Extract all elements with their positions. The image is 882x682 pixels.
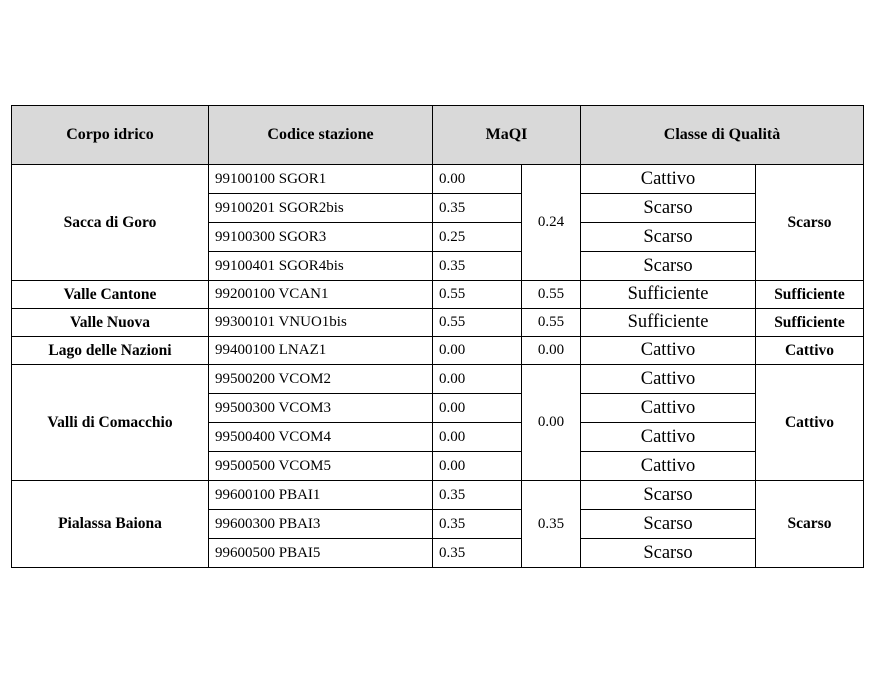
table-row <box>12 165 864 194</box>
table-row <box>12 481 864 510</box>
table-row <box>12 365 864 394</box>
maqi-cell: 0.55 <box>433 309 522 337</box>
header-classe-qualita: Classe di Qualità <box>581 106 864 165</box>
classe-qualita-cell: Cattivo <box>581 394 756 423</box>
classe-qualita-group-cell: Sufficiente <box>756 281 864 309</box>
maqi-cell: 0.35 <box>433 194 522 223</box>
maqi-cell: 0.35 <box>433 510 522 539</box>
maqi-average-cell: 0.24 <box>522 165 581 281</box>
classe-qualita-cell: Cattivo <box>581 165 756 194</box>
maqi-cell: 0.00 <box>433 165 522 194</box>
maqi-average-cell: 0.00 <box>522 337 581 365</box>
classe-qualita-group-cell: Scarso <box>756 481 864 568</box>
maqi-cell: 0.00 <box>433 452 522 481</box>
maqi-cell: 0.35 <box>433 252 522 281</box>
classe-qualita-cell: Cattivo <box>581 423 756 452</box>
classe-qualita-cell: Sufficiente <box>581 281 756 309</box>
classe-qualita-cell: Cattivo <box>581 337 756 365</box>
codice-stazione-cell: 99500500 VCOM5 <box>209 452 433 481</box>
table-row <box>12 309 864 337</box>
maqi-average-cell: 0.35 <box>522 481 581 568</box>
table-body <box>12 165 864 568</box>
corpo-idrico-cell: Valli di Comacchio <box>12 365 209 481</box>
codice-stazione-cell: 99600500 PBAI5 <box>209 539 433 568</box>
codice-stazione-cell: 99100300 SGOR3 <box>209 223 433 252</box>
maqi-average-cell: 0.00 <box>522 365 581 481</box>
maqi-cell: 0.35 <box>433 481 522 510</box>
classe-qualita-group-cell: Cattivo <box>756 337 864 365</box>
codice-stazione-cell: 99100401 SGOR4bis <box>209 252 433 281</box>
maqi-cell: 0.00 <box>433 337 522 365</box>
table-header <box>12 106 864 165</box>
maqi-cell: 0.00 <box>433 365 522 394</box>
header-row <box>12 106 864 165</box>
classe-qualita-cell: Scarso <box>581 539 756 568</box>
maqi-cell: 0.55 <box>433 281 522 309</box>
classe-qualita-cell: Scarso <box>581 252 756 281</box>
classe-qualita-group-cell: Sufficiente <box>756 309 864 337</box>
classe-qualita-group-cell: Cattivo <box>756 365 864 481</box>
classe-qualita-cell: Scarso <box>581 481 756 510</box>
maqi-cell: 0.00 <box>433 423 522 452</box>
classe-qualita-group-cell: Scarso <box>756 165 864 281</box>
codice-stazione-cell: 99500200 VCOM2 <box>209 365 433 394</box>
corpo-idrico-cell: Sacca di Goro <box>12 165 209 281</box>
table-row <box>12 337 864 365</box>
codice-stazione-cell: 99100201 SGOR2bis <box>209 194 433 223</box>
classe-qualita-cell: Scarso <box>581 510 756 539</box>
codice-stazione-cell: 99500300 VCOM3 <box>209 394 433 423</box>
corpo-idrico-cell: Valle Nuova <box>12 309 209 337</box>
corpo-idrico-cell: Pialassa Baiona <box>12 481 209 568</box>
classe-qualita-cell: Scarso <box>581 194 756 223</box>
quality-table <box>11 105 864 568</box>
table-row <box>12 281 864 309</box>
codice-stazione-cell: 99200100 VCAN1 <box>209 281 433 309</box>
classe-qualita-cell: Sufficiente <box>581 309 756 337</box>
corpo-idrico-cell: Valle Cantone <box>12 281 209 309</box>
maqi-average-cell: 0.55 <box>522 309 581 337</box>
codice-stazione-cell: 99600100 PBAI1 <box>209 481 433 510</box>
classe-qualita-cell: Cattivo <box>581 452 756 481</box>
codice-stazione-cell: 99100100 SGOR1 <box>209 165 433 194</box>
classe-qualita-cell: Scarso <box>581 223 756 252</box>
codice-stazione-cell: 99400100 LNAZ1 <box>209 337 433 365</box>
header-maqi: MaQI <box>433 106 581 165</box>
header-codice-stazione: Codice stazione <box>209 106 433 165</box>
maqi-cell: 0.00 <box>433 394 522 423</box>
codice-stazione-cell: 99300101 VNUO1bis <box>209 309 433 337</box>
maqi-average-cell: 0.55 <box>522 281 581 309</box>
classe-qualita-cell: Cattivo <box>581 365 756 394</box>
codice-stazione-cell: 99500400 VCOM4 <box>209 423 433 452</box>
maqi-cell: 0.25 <box>433 223 522 252</box>
corpo-idrico-cell: Lago delle Nazioni <box>12 337 209 365</box>
maqi-cell: 0.35 <box>433 539 522 568</box>
header-corpo-idrico: Corpo idrico <box>12 106 209 165</box>
codice-stazione-cell: 99600300 PBAI3 <box>209 510 433 539</box>
